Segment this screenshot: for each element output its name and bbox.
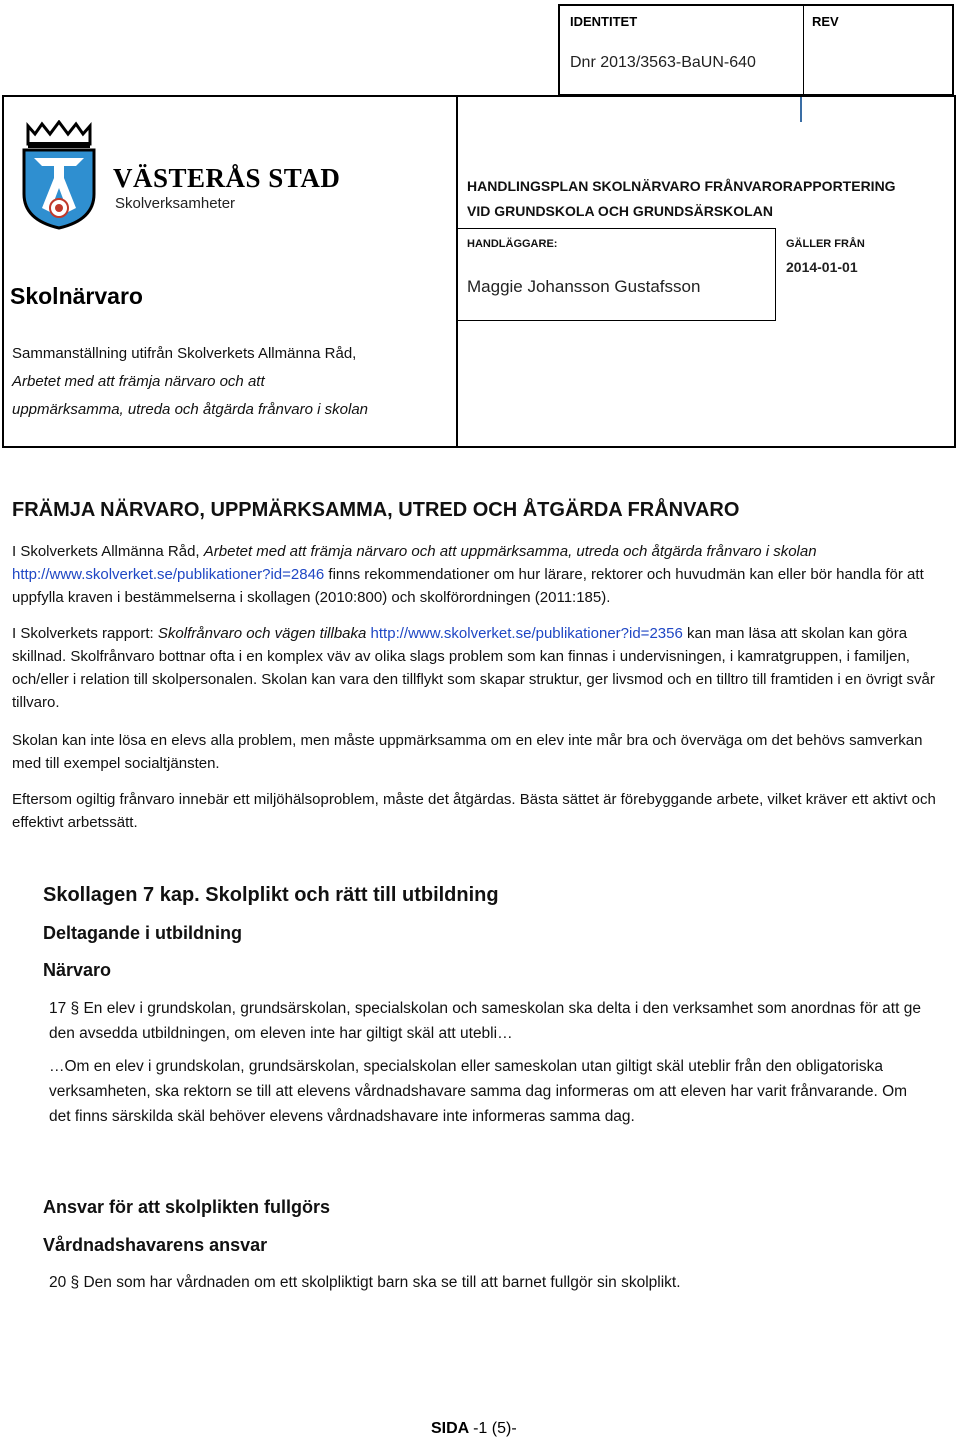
p2-text-a: I Skolverkets rapport:	[12, 625, 158, 642]
handlaggare-label: HANDLÄGGARE:	[467, 238, 558, 250]
identity-box	[558, 4, 954, 96]
vasteras-crest-icon	[20, 120, 98, 230]
header-divider-vertical	[456, 95, 458, 448]
summary-line2: Arbetet med att främja närvaro och att	[12, 373, 265, 390]
footer-page-number: -1 (5)-	[473, 1420, 517, 1437]
identity-label: IDENTITET	[570, 14, 638, 29]
summary-line3: uppmärksamma, utreda och åtgärda frånvaro i skolan	[12, 401, 369, 418]
paragraph-3: Skolan kan inte lösa en elevs alla problem, men måste uppmärksamma om en elev inte mår bra och överväga om det behövs samverkan med till exempel socialtjänsten.	[12, 732, 923, 772]
document-title-line2: VID GRUNDSKOLA OCH GRUNDSÄRSKOLAN	[467, 203, 773, 219]
rev-label: REV	[812, 14, 839, 29]
galler-date: 2014-01-01	[786, 259, 858, 275]
galler-label: GÄLLER FRÅN	[786, 238, 865, 250]
p1-italic: Arbetet med att främja närvaro och att uppmärksamma, utreda och åtgärda frånvaro i skolan	[203, 543, 817, 560]
handlaggare-name: Maggie Johansson Gustafsson	[467, 277, 701, 296]
paragraph-1	[12, 540, 948, 609]
law-sub-vardnadshavare: Vårdnadshavarens ansvar	[43, 1235, 268, 1255]
law-quote-17-cont: …Om en elev i grundskolan, grundsärskolan, specialskolan eller sameskolan utan giltigt skäl uteblir från den obligatoriska verksamheten, ska rektorn se till att elevens vårdnadshavare samma dag informeras om att eleven har varit frånvarande. Om det finns särskilda skäl behöver elevens vårdnadshavare inte informeras samma dag.	[49, 1058, 908, 1125]
summary-line1: Sammanställning utifrån Skolverkets Allmänna Råd,	[12, 345, 357, 362]
identity-divider	[803, 6, 804, 94]
header-divider-small	[775, 228, 776, 320]
unit-name: Skolverksamheter	[115, 195, 236, 212]
header-divider-bottom	[456, 320, 776, 321]
subject-title: Skolnärvaro	[10, 283, 143, 309]
section-heading: FRÄMJA NÄRVARO, UPPMÄRKSAMMA, UTRED OCH ÅTGÄRDA FRÅNVARO	[12, 499, 740, 521]
p2-text-b: kan man läsa att skolan kan göra skillnad. Skolfrånvaro bottnar ofta i en komplex väv av olika slags problem som kan finnas i undervisningen, i kamratgruppen, i familjen, och/eller i relation till skolpersonalen. Skolan kan vara den tillflykt som skapar struktur, ger livsmod och en tilltro till framtiden i en övrigt svår tillvaro.	[12, 625, 935, 711]
paragraph-2	[12, 622, 948, 714]
p1-text-b: finns rekommendationer om hur lärare, rektorer och huvudmän kan eller bör handla för att uppfylla kraven i bestämmelserna i skollagen (2010:800) och skolförordningen (2011:185).	[12, 566, 924, 606]
law-sub-ansvar: Ansvar för att skolplikten fullgörs	[43, 1197, 331, 1217]
skolverket-link-2846[interactable]: http://www.skolverket.se/publikationer?id=2846	[12, 566, 325, 583]
document-title	[467, 174, 896, 224]
law-sub-narvaro: Närvaro	[43, 960, 112, 980]
p2-italic: Skolfrånvaro och vägen tillbaka	[157, 625, 367, 642]
document-title-line1: HANDLINGSPLAN SKOLNÄRVARO FRÅNVARORAPPORTERING	[467, 178, 896, 194]
footer-label: SIDA	[431, 1420, 469, 1437]
law-quote-20: 20 § Den som har vårdnaden om ett skolpliktigt barn ska se till att barnet fullgör sin skolplikt.	[49, 1274, 681, 1291]
page-footer	[431, 1420, 517, 1438]
dnr-number: Dnr 2013/3563-BaUN-640	[570, 54, 756, 71]
law-sub-deltagande: Deltagande i utbildning	[43, 923, 242, 943]
header-divider-top	[456, 228, 776, 229]
p1-text-a: I Skolverkets Allmänna Råd,	[12, 543, 204, 560]
law-title: Skollagen 7 kap. Skolplikt och rätt till utbildning	[43, 884, 499, 906]
law-quote-17: 17 § En elev i grundskolan, grundsärskolan, specialskolan och sameskolan ska delta i den verksamhet som anordnas för att ge den avsedda utbildningen, om eleven inte har giltigt skäl att utebli…	[49, 1000, 921, 1042]
paragraph-4: Eftersom ogiltig frånvaro innebär ett miljöhälsoproblem, måste det åtgärdas. Bästa sättet är förebyggande arbete, vilket kräver ett aktivt och effektivt arbetssätt.	[12, 791, 936, 831]
summary	[12, 340, 368, 424]
city-name: VÄSTERÅS STAD	[113, 163, 341, 193]
skolverket-link-2356[interactable]: http://www.skolverket.se/publikationer?id=2356	[370, 625, 683, 642]
